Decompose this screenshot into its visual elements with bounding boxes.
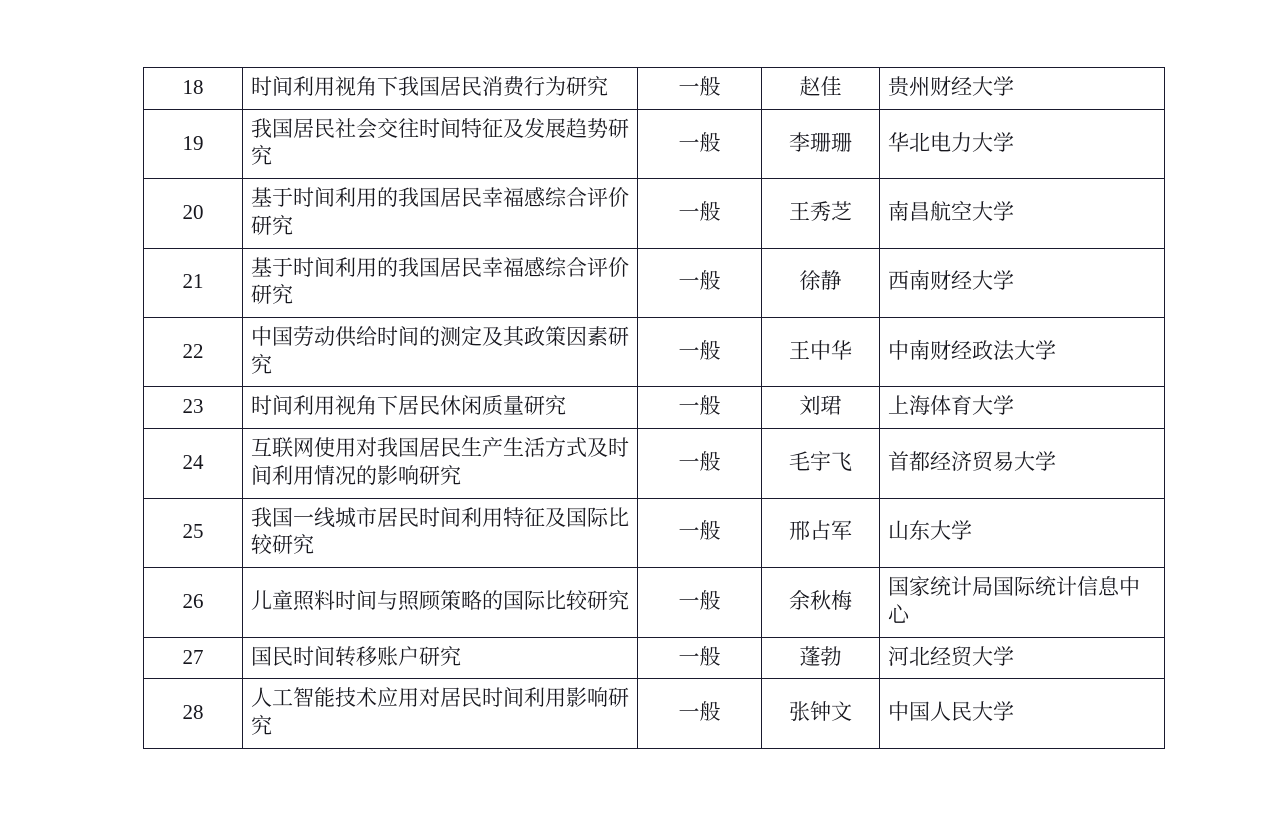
row-type: 一般 — [678, 200, 721, 225]
table-body — [144, 68, 1165, 749]
row-number: 22 — [182, 338, 204, 363]
row-type-cell — [638, 318, 762, 387]
row-number: 20 — [182, 200, 204, 225]
row-type-cell — [638, 498, 762, 567]
row-number: 19 — [182, 130, 204, 155]
table-row — [144, 179, 1165, 248]
row-title: 我国居民社会交往时间特征及发展趋势研究 — [251, 116, 629, 169]
row-number-cell — [144, 109, 243, 178]
row-type-cell — [638, 637, 762, 679]
row-person-cell — [762, 387, 880, 429]
table-row — [144, 637, 1165, 679]
row-number-cell — [144, 179, 243, 248]
row-person-cell — [762, 498, 880, 567]
row-number-cell — [144, 68, 243, 110]
row-title-cell — [243, 429, 638, 498]
row-number-cell — [144, 498, 243, 567]
row-org: 贵州财经大学 — [888, 75, 1014, 99]
row-org-cell — [880, 109, 1165, 178]
row-number-cell — [144, 429, 243, 498]
row-number: 18 — [182, 75, 204, 99]
row-person-cell — [762, 248, 880, 317]
row-number: 27 — [182, 644, 204, 669]
row-number: 28 — [182, 700, 204, 725]
row-org-cell — [880, 679, 1165, 748]
row-person: 王中华 — [789, 338, 852, 363]
row-type-cell — [638, 109, 762, 178]
row-title-cell — [243, 498, 638, 567]
row-type: 一般 — [678, 75, 721, 99]
row-org-cell — [880, 318, 1165, 387]
row-person-cell — [762, 68, 880, 110]
row-person-cell — [762, 179, 880, 248]
row-org-cell — [880, 68, 1165, 110]
row-person-cell — [762, 109, 880, 178]
row-type: 一般 — [678, 588, 721, 613]
row-number: 24 — [182, 450, 204, 475]
row-person-cell — [762, 318, 880, 387]
row-type: 一般 — [678, 394, 721, 419]
row-title-cell — [243, 679, 638, 748]
row-title: 人工智能技术应用对居民时间利用影响研究 — [251, 686, 629, 738]
table-row — [144, 109, 1165, 178]
row-title: 中国劳动供给时间的测定及其政策因素研究 — [251, 325, 629, 377]
row-org: 中南财经政法大学 — [888, 338, 1056, 363]
row-org: 首都经济贸易大学 — [888, 450, 1056, 475]
row-person: 余秋梅 — [789, 588, 852, 613]
row-person-cell — [762, 637, 880, 679]
row-number-cell — [144, 679, 243, 748]
row-title-cell — [243, 387, 638, 429]
row-title-cell — [243, 318, 638, 387]
row-number: 26 — [182, 588, 204, 613]
row-title-cell — [243, 68, 638, 110]
row-number-cell — [144, 387, 243, 429]
row-type: 一般 — [678, 700, 721, 725]
row-org: 上海体育大学 — [888, 394, 1014, 419]
row-number-cell — [144, 318, 243, 387]
row-title: 国民时间转移账户研究 — [251, 644, 461, 669]
row-title: 互联网使用对我国居民生产生活方式及时间利用情况的影响研究 — [251, 436, 629, 488]
table-row — [144, 429, 1165, 498]
project-list-table-wrapper — [143, 67, 1140, 749]
row-title-cell — [243, 637, 638, 679]
row-title-cell — [243, 248, 638, 317]
row-title: 基于时间利用的我国居民幸福感综合评价研究 — [251, 186, 629, 238]
row-title: 时间利用视角下居民休闲质量研究 — [251, 394, 566, 419]
row-person: 张钟文 — [789, 700, 852, 725]
row-title-cell — [243, 109, 638, 178]
row-type-cell — [638, 568, 762, 637]
row-org: 华北电力大学 — [888, 130, 1014, 155]
row-person: 李珊珊 — [789, 130, 852, 155]
row-number: 25 — [182, 519, 204, 544]
row-type: 一般 — [678, 338, 721, 363]
row-number-cell — [144, 568, 243, 637]
row-type: 一般 — [678, 130, 721, 155]
row-type-cell — [638, 387, 762, 429]
row-title: 我国一线城市居民时间利用特征及国际比较研究 — [251, 505, 629, 558]
row-org: 南昌航空大学 — [888, 200, 1014, 225]
row-number: 21 — [182, 269, 204, 294]
row-person: 赵佳 — [799, 75, 842, 99]
row-person-cell — [762, 429, 880, 498]
row-number-cell — [144, 637, 243, 679]
row-org: 国家统计局国际统计信息中心 — [888, 575, 1140, 627]
row-type: 一般 — [678, 519, 721, 544]
table-row — [144, 679, 1165, 748]
row-title: 儿童照料时间与照顾策略的国际比较研究 — [251, 588, 629, 613]
row-type-cell — [638, 679, 762, 748]
row-type: 一般 — [678, 269, 721, 294]
row-org-cell — [880, 637, 1165, 679]
row-org: 河北经贸大学 — [888, 644, 1014, 669]
row-type-cell — [638, 248, 762, 317]
row-person: 刘珺 — [799, 394, 842, 419]
row-type: 一般 — [678, 450, 721, 475]
row-person: 邢占军 — [789, 519, 852, 544]
row-person: 王秀芝 — [789, 200, 852, 225]
row-type-cell — [638, 68, 762, 110]
table-row — [144, 568, 1165, 637]
row-number: 23 — [182, 394, 204, 419]
row-org-cell — [880, 248, 1165, 317]
row-type-cell — [638, 179, 762, 248]
row-person: 毛宇飞 — [789, 450, 852, 475]
table-row — [144, 498, 1165, 567]
row-title-cell — [243, 179, 638, 248]
row-org-cell — [880, 429, 1165, 498]
row-person-cell — [762, 568, 880, 637]
row-org: 山东大学 — [888, 519, 972, 544]
row-person: 徐静 — [799, 269, 842, 294]
row-person: 蓬勃 — [799, 644, 842, 669]
row-org-cell — [880, 498, 1165, 567]
row-title: 时间利用视角下我国居民消费行为研究 — [251, 75, 608, 99]
table-row — [144, 68, 1165, 110]
table-row — [144, 387, 1165, 429]
row-org-cell — [880, 387, 1165, 429]
row-org: 中国人民大学 — [888, 700, 1014, 725]
project-list-table — [143, 67, 1165, 749]
row-type-cell — [638, 429, 762, 498]
table-row — [144, 248, 1165, 317]
row-org: 西南财经大学 — [888, 269, 1014, 294]
row-number-cell — [144, 248, 243, 317]
row-type: 一般 — [678, 644, 721, 669]
row-org-cell — [880, 568, 1165, 637]
table-row — [144, 318, 1165, 387]
row-title-cell — [243, 568, 638, 637]
row-person-cell — [762, 679, 880, 748]
row-org-cell — [880, 179, 1165, 248]
row-title: 基于时间利用的我国居民幸福感综合评价研究 — [251, 255, 629, 308]
